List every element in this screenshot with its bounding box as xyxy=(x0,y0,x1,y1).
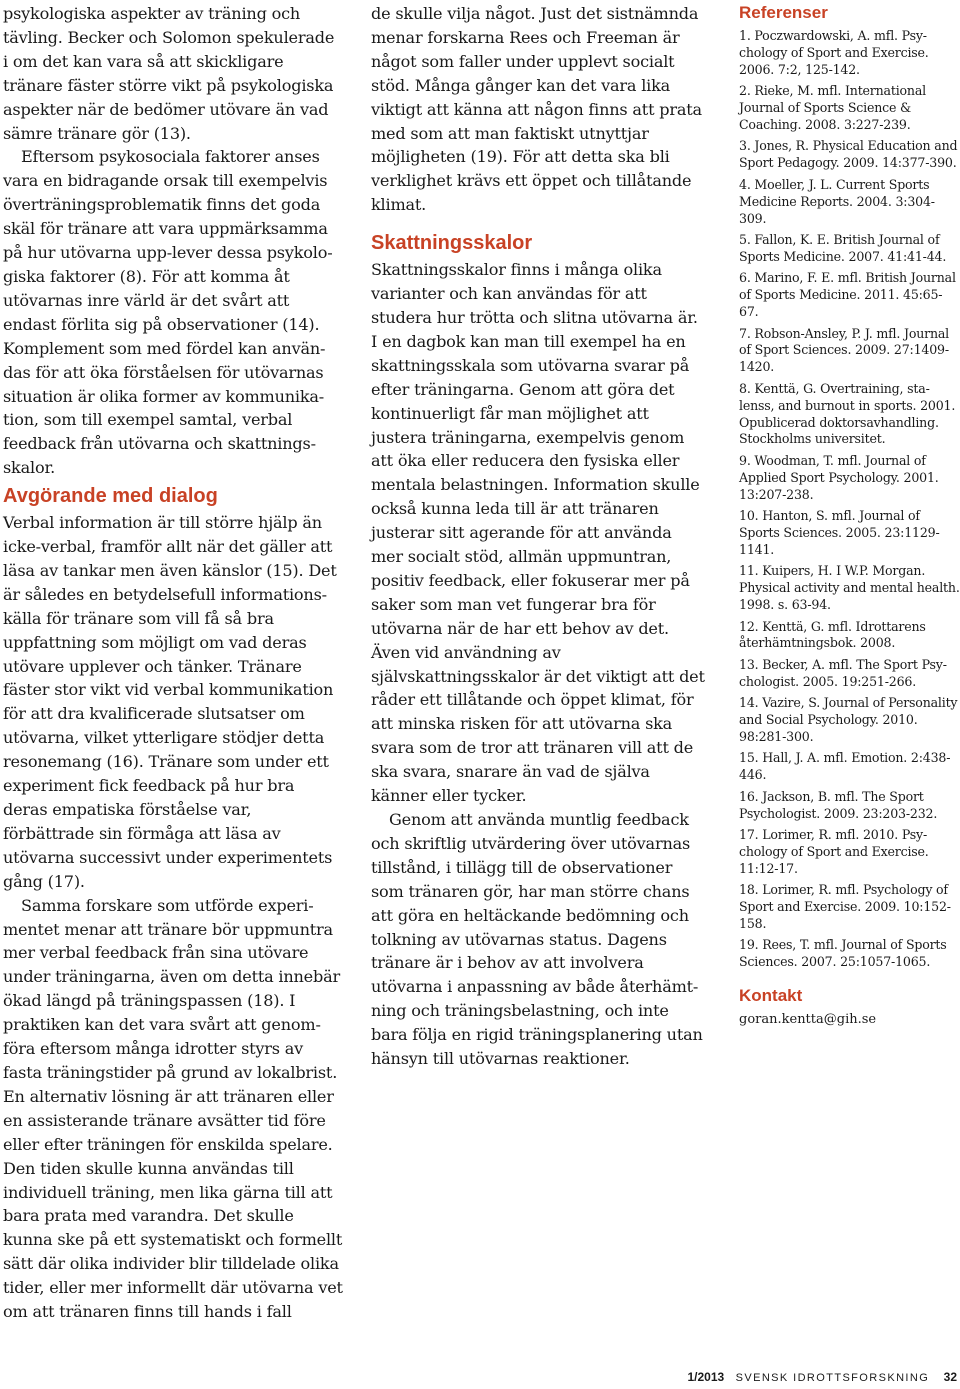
reference-item: 19. Rees, T. mfl. Journal of Sports Sciences. 2007. 25:1057-1065. xyxy=(739,937,947,970)
body-paragraph: Eftersom psykosociala faktorer anses vara en bidragande orsak till exempelvis överträningsproblematik finns det goda skäl för tränare att vara uppmärksamma på hur utövarna upp-lever dessa psykologiska faktorer (8). För att komma åt utövarnas inre värld är det svårt att endast förlita sig på observationer (14). Komplement som med fördel kan användas för att öka förståelsen för utövarnas situation är olika former av kommunikation, som till exempel samtal, verbal feedback från utövarna och skattningsskalor. xyxy=(3,147,333,478)
issue-number: 1/2013 xyxy=(687,1370,725,1384)
article-column-2 xyxy=(371,2,707,1071)
references-list xyxy=(739,28,960,971)
references-column xyxy=(739,2,960,1029)
article-column-1 xyxy=(3,2,343,1324)
section-heading-dialog: Avgörande med dialog xyxy=(3,485,218,508)
journal-name: SVENSK IDROTTSFORSKNING xyxy=(735,1372,930,1384)
reference-item: 15. Hall, J. A. mfl. Emotion. 2:438-446. xyxy=(739,750,951,783)
reference-item: 18. Lorimer, R. mfl. Psychology of Sport and Exercise. 2009. 10:152-158. xyxy=(739,882,951,931)
body-paragraph: Samma forskare som utförde experimentet menar att tränare bör uppmuntra mer verbal feedback från sina utövare under träningarna, även om detta innebär ökad längd på träningspassen (18). I praktiken kan det vara svårt att genomföra eftersom många idrotter styrs av fasta träningstider på grund av lokalbrist. En alternativ lösning är att tränaren eller en assisterande tränare avsätter tid före eller efter träningen för enskilda spelare. Den tiden skulle kunna användas till individuell träning, men lika gärna till att bara prata med varandra. Det skulle kunna ske på ett systematiskt och formellt sätt där olika individer blir tilldelade olika tider, eller mer informellt där utövarna vet om att tränaren finns till hands i fall xyxy=(3,895,343,1322)
reference-item: 9. Woodman, T. mfl. Journal of Applied Sport Psychology. 2001. 13:207-238. xyxy=(739,452,939,502)
body-paragraph: Genom att använda muntlig feedback och skriftlig utvärdering över utövarnas tillstånd, i tillägg till de observationer som tränaren gör, har man större chans att göra en heltäckande bedömning och tolkning av utövarnas status. Dagens tränare är i behov av att involvera utövarna i anpassning av både återhämtning och träningsbelastning, och inte bara följa en rigid träningsplanering utan hänsyn till utövarnas reaktioner. xyxy=(371,810,703,1069)
reference-item: 2. Rieke, M. mfl. International Journal of Sports Science & Coaching. 2008. 3:227-239. xyxy=(739,83,926,133)
reference-item: 4. Moeller, J. L. Current Sports Medicine Reports. 2004. 3:304-309. xyxy=(739,176,935,226)
reference-item: 7. Robson-Ansley, P. J. mfl. Journal of Sport Sciences. 2009. 27:1409-1420. xyxy=(739,325,950,375)
reference-item: 12. Kenttä, G. mfl. Idrottarens återhämtningsbok. 2008. xyxy=(739,618,926,651)
body-paragraph: de skulle vilja något. Just det sistnämnda menar forskarna Rees och Freeman är något som faller under upplevt socialt stöd. Många gånger kan det vara lika viktigt att känna att någon finns att prata med som att man faktiskt utnyttjar möjligheten (19). För att detta ska bli verklighet krävs ett öppet och tillåtande klimat. xyxy=(371,4,702,215)
reference-item: 10. Hanton, S. mfl. Journal of Sports Sciences. 2005. 23:1129-1141. xyxy=(739,508,940,557)
page-number: 32 xyxy=(943,1370,957,1384)
reference-item: 11. Kuipers, H. I W.P. Morgan. Physical activity and mental health. 1998. s. 63-94. xyxy=(739,563,960,613)
body-paragraph: psykologiska aspekter av träning och tävling. Becker och Solomon spekulerade i om det kan vara så att skickligare tränare fäster större vikt på psykologiska aspekter när de bedömer utövare än vad sämre tränare gör (13). xyxy=(3,4,335,143)
reference-item: 6. Marino, F. E. mfl. British Journal of Sports Medicine. 2011. 45:65-67. xyxy=(739,270,956,320)
reference-item: 16. Jackson, B. mfl. The Sport Psychologist. 2009. 23:203-232. xyxy=(739,788,938,821)
reference-item: 13. Becker, A. mfl. The Sport Psychologist. 2005. 19:251-266. xyxy=(739,656,947,689)
reference-item: 1. Poczwardowski, A. mfl. Psychology of Sport and Exercise. 2006. 7:2, 125-142. xyxy=(739,28,929,77)
body-paragraph: Skattningsskalor finns i många olika varianter och kan användas för att studera hur trötta och slitna utövarna är. I en dagbok kan man till exempel ha en skattningsskala som utövarna svarar på efter träningarna. Genom att göra det kontinuerligt får man möjlighet att justera träningarna, exempelvis genom att öka eller reducera den fysiska eller mentala belastningen. Information skulle också kunna leda till är att tränaren justerar sitt agerande för att använda mer socialt stöd, allmän uppmuntran, positiv feedback, eller fokuserar mer på saker som man vet fungerar bra för utövarna när de har ett behov av det. Även vid användning av självskattningsskalor är det viktigt att det råder ett tillåtande och öppet klimat, för att minska risken för att utövarna ska svara som de tror att tränaren vill att de ska svara, snarare än vad de själva känner eller tycker. xyxy=(371,260,705,806)
page-footer xyxy=(687,1368,957,1386)
body-paragraph: Verbal information är till större hjälp än icke-verbal, framför allt när det gäller att läsa av tankar men även känslor (15). Det är således en betydelsefull informationskälla för tränare som vill få så bra uppfattning som möjligt om vad deras utövare upplever och tänker. Tränare fäster stor vikt vid verbal kommunikation för att dra kvalificerade slutsatser om utövarna, vilket ytterligare stödjer detta resonemang (16). Tränare som under ett experiment fick feedback på hur bra deras empatiska förståelse var, förbättrade sin förmåga att läsa av utövarna successivt under experimentets gång (17). xyxy=(3,513,337,891)
reference-item: 14. Vazire, S. Journal of Personality and Social Psychology. 2010. 98:281-300. xyxy=(739,695,958,744)
section-heading-rating-scales: Skattningsskalor xyxy=(371,232,533,255)
reference-item: 8. Kenttä, G. Overtraining, stalenss, and burnout in sports. 2001. Opublicerad doktorsavhandling. Stockholms universitet. xyxy=(739,380,956,447)
reference-item: 3. Jones, R. Physical Education and Sport Pedagogy. 2009. 14:377-390. xyxy=(739,138,958,171)
contact-email: goran.kentta@gih.se xyxy=(739,1012,877,1028)
contact-heading: Kontakt xyxy=(739,986,803,1006)
reference-item: 5. Fallon, K. E. British Journal of Sports Medicine. 2007. 41:41-44. xyxy=(739,231,947,264)
references-heading: Referenser xyxy=(739,3,828,22)
reference-item: 17. Lorimer, R. mfl. 2010. Psychology of Sport and Exercise. 11:12-17. xyxy=(739,826,929,876)
